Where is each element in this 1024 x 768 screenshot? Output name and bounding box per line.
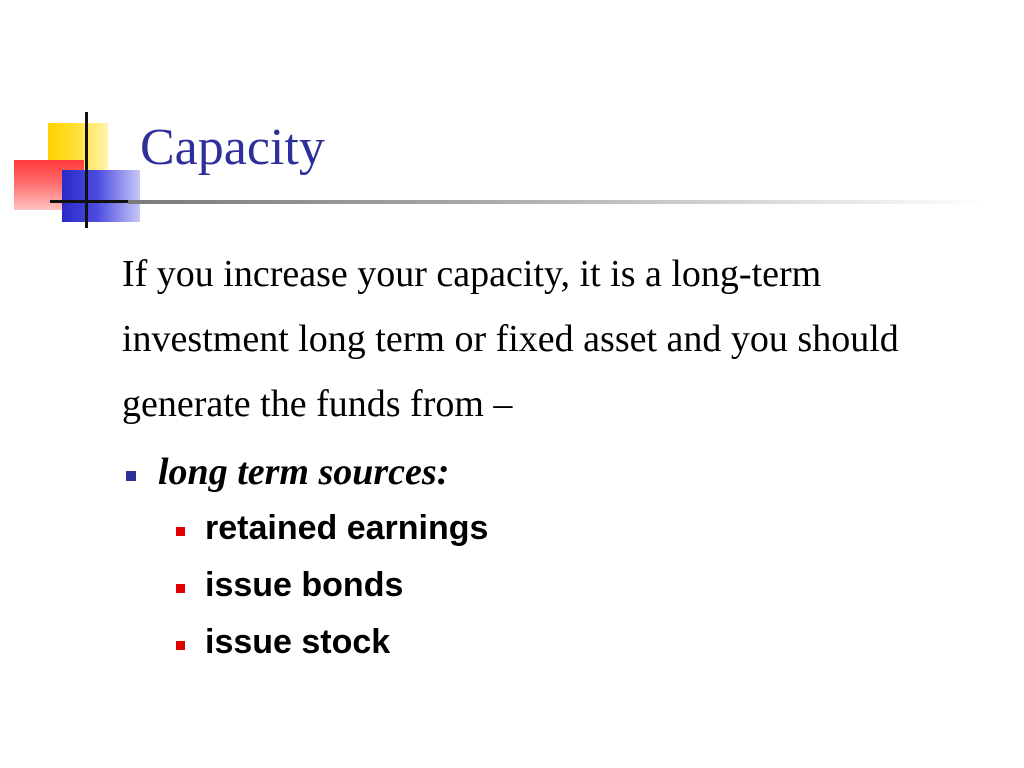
title-divider	[128, 200, 988, 204]
sub-bullet-label: issue bonds	[205, 566, 404, 604]
sub-bullet-label: issue stock	[205, 623, 391, 661]
slide-body-text: If you increase your capacity, it is a long-term investment long term or fixed asset and you should generate the funds from –	[122, 253, 899, 425]
overlapping-squares-logo-icon	[0, 0, 160, 240]
bullet-item	[122, 440, 449, 504]
sub-bullet-list	[172, 500, 488, 671]
square-bullet-icon	[126, 471, 136, 481]
logo-blue-square	[62, 170, 140, 222]
square-bullet-icon	[176, 584, 185, 593]
sub-bullet-label: retained earnings	[205, 509, 489, 547]
slide-title: Capacity	[140, 119, 325, 176]
sub-bullet-item	[172, 500, 488, 557]
bullet-label: long term sources:	[158, 451, 450, 493]
logo-vertical-line	[85, 112, 88, 228]
square-bullet-icon	[176, 527, 185, 536]
square-bullet-icon	[176, 641, 185, 650]
sub-bullet-item	[172, 557, 488, 614]
sub-bullet-item	[172, 614, 488, 671]
